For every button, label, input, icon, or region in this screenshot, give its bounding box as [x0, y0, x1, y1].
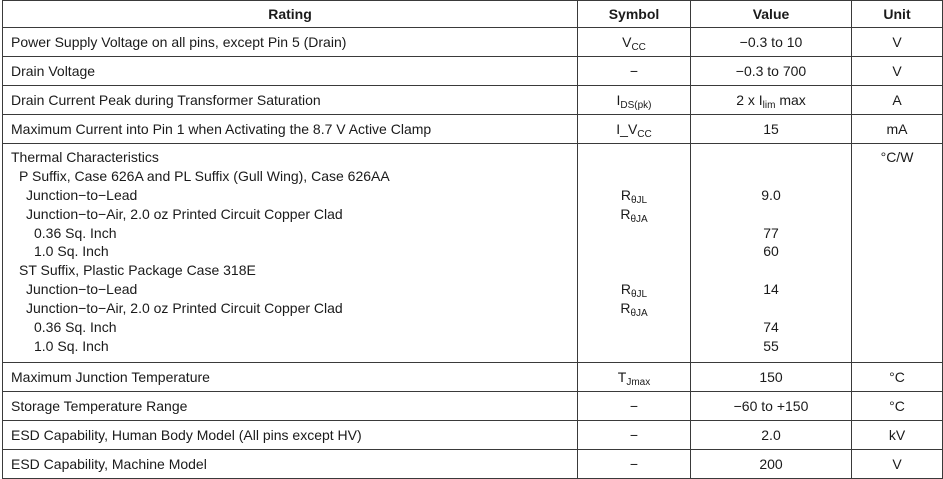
value-cell: −0.3 to 700: [691, 57, 852, 86]
symbol-sub: CC: [631, 42, 646, 53]
thermal-line-symbol: [586, 148, 682, 167]
thermal-line-text: Thermal Characteristics: [11, 149, 159, 165]
symbol-cell: [578, 115, 691, 144]
thermal-line-text: 0.36 Sq. Inch: [34, 224, 117, 241]
rating-cell: Power Supply Voltage on all pins, except Pin 5 (Drain): [3, 28, 578, 57]
thermal-line-value: 9.0: [761, 186, 781, 203]
thermal-line-text: 1.0 Sq. Inch: [34, 243, 109, 260]
thermal-line-symbol: [586, 242, 682, 261]
thermal-line-symbol: [586, 280, 682, 299]
symbol-main: R: [620, 281, 631, 298]
thermal-line-symbol: [586, 261, 682, 280]
table-row: [3, 391, 943, 420]
symbol-sub: θJA: [630, 213, 648, 225]
thermal-rating-cell: [3, 144, 578, 363]
header-value: Value: [691, 1, 852, 28]
symbol-main: R: [620, 205, 631, 222]
thermal-row: [3, 144, 943, 363]
unit-cell: V: [852, 57, 943, 86]
value-cell: −60 to +150: [691, 391, 852, 420]
thermal-line-value: 77: [763, 224, 779, 241]
rating-cell: ESD Capability, Machine Model: [3, 449, 578, 478]
value-cell: 150: [691, 362, 852, 391]
thermal-line-value: [699, 205, 843, 224]
symbol-sub: θJA: [630, 308, 648, 320]
value-cell: [691, 86, 852, 115]
maximum-ratings-table: [2, 0, 943, 479]
symbol-sub: θJL: [631, 289, 648, 301]
thermal-line-value: 14: [763, 281, 779, 298]
thermal-line-symbol: [586, 299, 682, 318]
symbol-cell: −: [578, 420, 691, 449]
thermal-line-symbol: [586, 224, 682, 243]
symbol-sub: θJL: [631, 194, 648, 206]
value-cell: 15: [691, 115, 852, 144]
value-cell: −0.3 to 10: [691, 28, 852, 57]
value-cell: 2.0: [691, 420, 852, 449]
thermal-line-symbol: [586, 318, 682, 337]
unit-cell: °C: [852, 362, 943, 391]
table-row: [3, 86, 943, 115]
table-row: [3, 57, 943, 86]
value-prefix: 2 x I: [736, 92, 763, 108]
table-row: [3, 449, 943, 478]
thermal-line-text: ST Suffix, Plastic Package Case 318E: [19, 262, 256, 279]
thermal-line-text: Junction−to−Air, 2.0 oz Printed Circuit Copper Clad: [26, 205, 343, 222]
header-symbol: Symbol: [578, 1, 691, 28]
thermal-line-text: 1.0 Sq. Inch: [34, 337, 109, 354]
header-rating: Rating: [3, 1, 578, 28]
thermal-line-text: Junction−to−Air, 2.0 oz Printed Circuit Copper Clad: [26, 300, 343, 317]
thermal-line-value: [699, 148, 843, 167]
symbol-cell: [578, 28, 691, 57]
thermal-line-value: 55: [763, 337, 779, 354]
rating-cell: Storage Temperature Range: [3, 391, 578, 420]
symbol-main: R: [620, 186, 631, 203]
symbol-cell: −: [578, 449, 691, 478]
symbol-sub: Jmax: [626, 376, 651, 388]
symbol-main: I_V: [616, 121, 638, 137]
header-row: [3, 1, 943, 28]
symbol-sub: CC: [637, 129, 652, 140]
thermal-line-value: [699, 167, 843, 186]
thermal-symbol-cell: [578, 144, 691, 363]
header-unit: Unit: [852, 1, 943, 28]
thermal-line-symbol: [586, 167, 682, 186]
thermal-line-value: 60: [763, 243, 779, 260]
symbol-cell: [578, 86, 691, 115]
thermal-unit: °C/W: [880, 149, 914, 165]
rating-cell: ESD Capability, Human Body Model (All pins except HV): [3, 420, 578, 449]
thermal-value-cell: [691, 144, 852, 363]
rating-cell: Maximum Current into Pin 1 when Activating the 8.7 V Active Clamp: [3, 115, 578, 144]
unit-cell: °C: [852, 391, 943, 420]
symbol-cell: [578, 362, 691, 391]
unit-cell: V: [852, 449, 943, 478]
symbol-main: T: [617, 368, 627, 385]
table-row: [3, 362, 943, 391]
value-suffix: max: [775, 92, 806, 108]
symbol-main: I: [616, 92, 621, 108]
rating-cell: Drain Voltage: [3, 57, 578, 86]
thermal-line-text: Junction−to−Lead: [26, 186, 138, 203]
symbol-cell: −: [578, 57, 691, 86]
value-cell: 200: [691, 449, 852, 478]
thermal-line-symbol: [586, 205, 682, 224]
rating-cell: Drain Current Peak during Transformer Saturation: [3, 86, 578, 115]
table-row: [3, 115, 943, 144]
thermal-line-text: P Suffix, Case 626A and PL Suffix (Gull Wing), Case 626AA: [19, 167, 390, 184]
unit-cell: A: [852, 86, 943, 115]
unit-cell: V: [852, 28, 943, 57]
thermal-line-text: Junction−to−Lead: [26, 281, 138, 298]
thermal-line-symbol: [586, 186, 682, 205]
unit-cell: mA: [852, 115, 943, 144]
thermal-line-value: 74: [763, 319, 779, 336]
symbol-sub: DS(pk): [620, 100, 652, 111]
thermal-unit-cell: [852, 144, 943, 363]
value-sub: lim: [762, 100, 776, 111]
symbol-main: R: [620, 300, 631, 317]
rating-cell: Maximum Junction Temperature: [3, 362, 578, 391]
thermal-line-text: 0.36 Sq. Inch: [34, 319, 117, 336]
thermal-line-symbol: [586, 337, 682, 356]
table-row: [3, 420, 943, 449]
unit-cell: kV: [852, 420, 943, 449]
thermal-line-value: [699, 299, 843, 318]
table-row: [3, 28, 943, 57]
thermal-line-value: [699, 261, 843, 280]
symbol-cell: −: [578, 391, 691, 420]
symbol-main: V: [622, 34, 632, 50]
